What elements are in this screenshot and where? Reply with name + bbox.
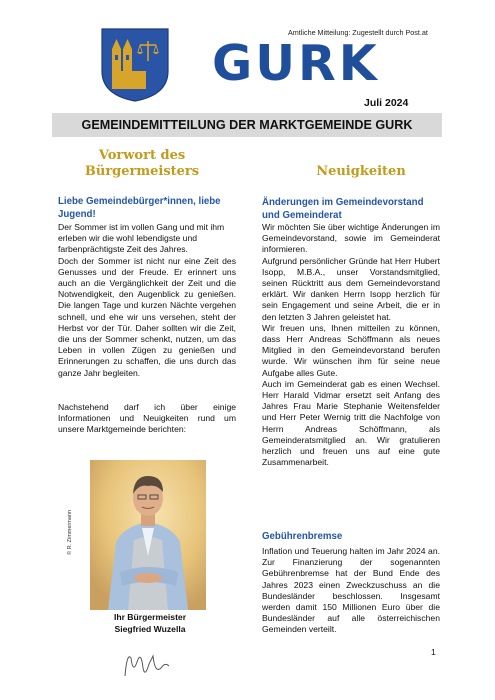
masthead-title: GURK [212,35,380,92]
foreword-body [58,222,236,379]
section-heading-news: Neuigkeiten [316,164,406,179]
news-title-council: Änderungen im Gemeindevorstand und Gemeinderat [262,197,424,221]
mayor-photo [90,460,206,610]
paragraph: Nachstehend darf ich über einige Informationen und Neuigkeiten rund um unsere Marktgemeinde berichten: [58,402,236,435]
paragraph: Wir möchten Sie über wichtige Änderungen im Gemeindevorstand, sowie im Gemeinderat informieren. [262,222,440,255]
paragraph: Auch im Gemeinderat gab es einen Wechsel. Herr Harald Vidmar ersetzt seit Anfang des Jahres Frau Marie Stephanie Weitensfelder und Herr Peter Wernig tritt die Nachfolge von Herrn Andreas Schöffmann, als Gemeinderatsmitglied an. Wir gratulieren herzlich und freuen uns auf eine gute Zusammenarbeit. [262,378,440,468]
news-title-fee-brake: Gebührenbremse [262,531,343,542]
newsletter-banner: GEMEINDEMITTEILUNG DER MARKTGEMEINDE GURK [52,113,442,137]
news-body-council [262,222,440,468]
foreword-body-2 [58,402,236,436]
mayor-signature [115,644,185,684]
paragraph: Aufgrund persönlicher Gründe hat Herr Hubert Isopp, M.B.A., unser Vorstandsmitglied, seinen Rücktritt aus dem Gemeindevorstand erklärt. Wir danken Herrn Isopp herzlich für sein Engagement und seine Arbeit, die er in den letzten 3 Jahren geleistet hat. [262,255,440,322]
paragraph: Inflation und Teuerung halten im Jahr 2024 an. Zur Finanzierung der sogenannten Gebührenbremse hat der Bund Ende des Jahres 2023 einen Zweckzuschuss an die Bundesländer beschlossen. Insgesamt werden damit 150 Millionen Euro über die Bundesländer auf alle österreichischen Gemeinden verteilt. [262,546,440,635]
caption-line: Siegfried Wuzella [114,623,186,634]
issue-date: Juli 2024 [364,97,409,109]
section-heading-foreword [82,148,202,180]
paragraph: Der Sommer ist im vollen Gang und mit ihm erleben wir die wohl lebendigste und farbenprächtigste Zeit des Jahres. [58,222,225,255]
coat-of-arms-logo [100,27,170,103]
news-body-fee-brake [262,546,440,636]
paragraph: Wir freuen uns, Ihnen mitteilen zu können, dass Herr Andreas Schöffmann als neues Mitglied in den Gemeindevorstand berufen wurde. Wir wünschen ihm für seine neue Aufgabe alles Gute. [262,322,440,378]
paragraph: Doch der Sommer ist nicht nur eine Zeit des Genusses und der Freude. Er erinnert uns auch an die Vergänglichkeit der Zeit und die Notwendigkeit, den Augenblick zu genießen. Die langen Tage und kurzen Nächte vergehen schnell, und ehe wir uns versehen, steht der Herbst vor der Tür. Daher sollten wir die Zeit, die uns der Sommer schenkt, nutzen, um das Leben in vollen Zügen zu genießen und Erinnerungen zu schaffen, die uns durch das ganze Jahr begleiten. [58,255,236,378]
photo-credit: © R. Zimmermann [67,509,73,555]
foreword-title: Liebe Gemeindebürger*innen, liebe Jugend! [58,196,221,220]
page-number: 1 [431,647,436,657]
heading-line: Bürgermeisters [84,164,200,179]
photo-caption [80,612,220,635]
caption-line: Ihr Bürgermeister [113,612,187,622]
heading-line: Vorwort des [98,148,186,163]
official-notice: Amtliche Mitteilung: Zugestellt durch Post.at [288,28,428,37]
